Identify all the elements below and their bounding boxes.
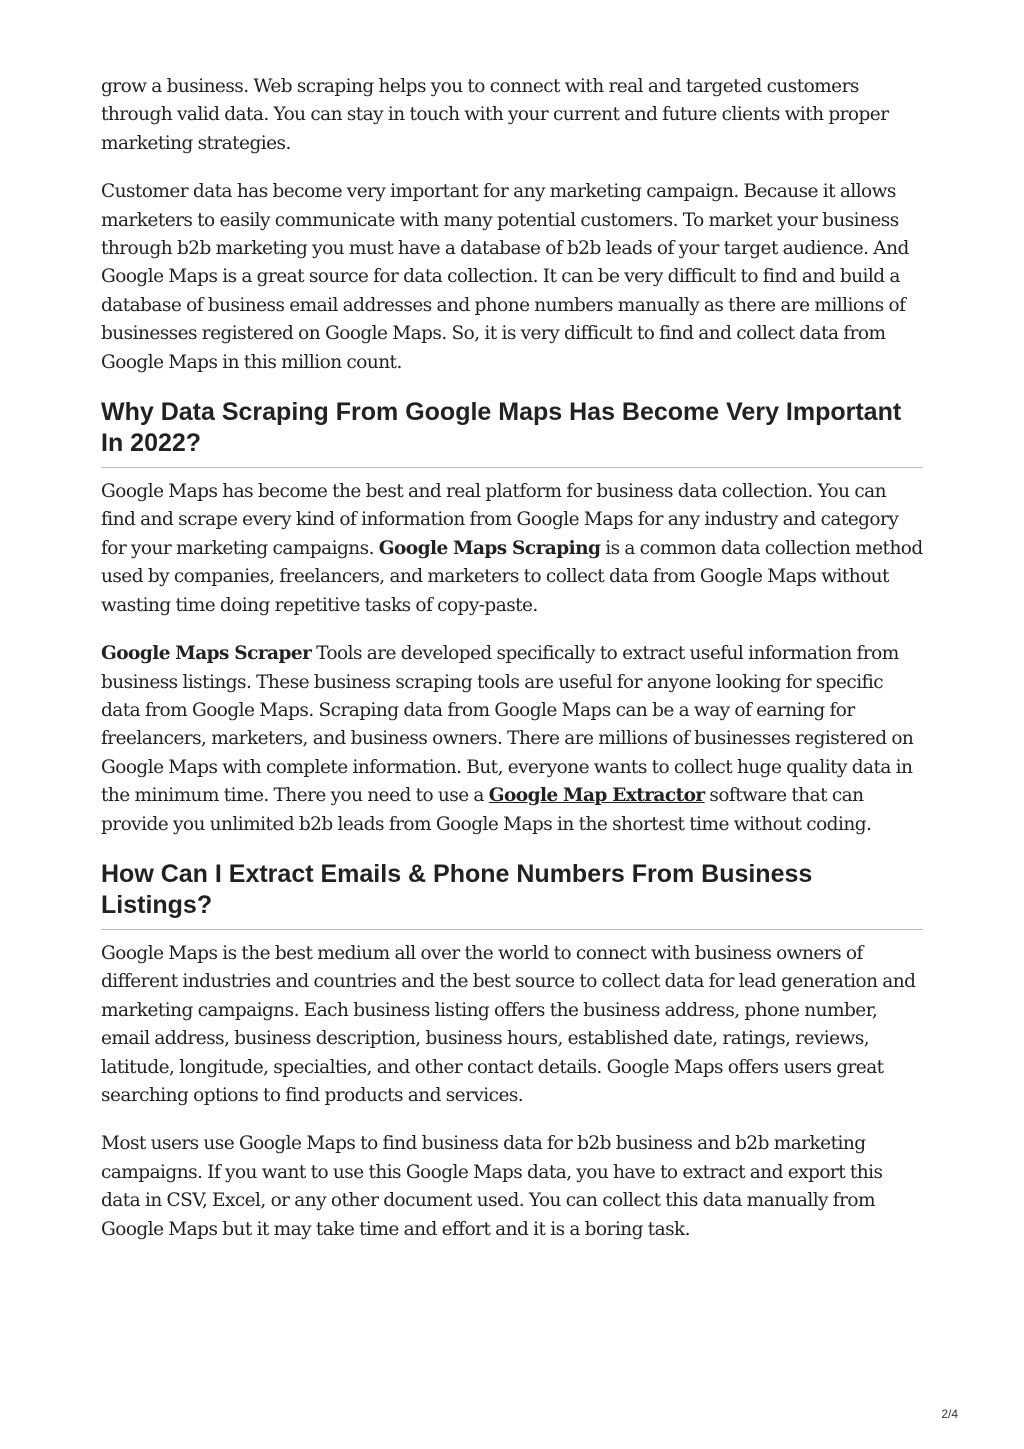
section1-paragraph-1 [101,478,923,620]
section-heading-extract-emails: How Can I Extract Emails & Phone Numbers From Business Listings? [101,859,923,930]
section2-paragraph-1: Google Maps is the best medium all over the world to connect with business owners of different industries and countries and the best source to collect data for lead generation and marketing campaigns. Each business listing offers the business address, phone number, email address, business description, business hours, established date, ratings, reviews, latitude, longitude, specialties, and other contact details. Google Maps offers users great searching options to find products and services. [101,942,916,1106]
section1-p1-text-start: Google Maps has become the best and real platform for business data collection. You can find and scrape every kind of information from Google Maps for any industry and category for your marketing campaigns. [101,481,899,559]
page-number: 2/4 [941,1407,958,1421]
section1-paragraph-2 [101,640,923,839]
section1-p1-text-end: is a common data collection method used by companies, freelancers, and marketers to collect data from Google Maps without wasting time doing repetitive tasks of copy-paste. [101,537,923,616]
google-maps-scraping-bold: Google Maps Scraping [378,537,601,559]
intro-paragraph-2: Customer data has become very important for any marketing campaign. Because it allows marketers to easily communicate with many potential customers. To market your business through b2b marketing you must have a database of b2b leads of your target audience. And Google Maps is a great source for data collection. It can be very difficult to find and build a database of business email addresses and phone numbers manually as there are millions of businesses registered on Google Maps. So, it is very difficult to find and collect data from Google Maps in this million count. [101,181,909,373]
section-heading-why-scraping: Why Data Scraping From Google Maps Has Become Very Important In 2022? [101,397,923,468]
intro-paragraph-1: grow a business. Web scraping helps you to connect with real and targeted customers through valid data. You can stay in touch with your current and future clients with proper marketing strategies. [101,76,889,154]
section2-paragraph-2: Most users use Google Maps to find business data for b2b business and b2b marketing campaigns. If you want to use this Google Maps data, you have to extract and export this data in CSV, Excel, or any other document used. You can collect this data manually from Google Maps but it may take time and effort and it is a boring task. [101,1133,883,1240]
section1-p2-text-end: software that can provide you unlimited b2b leads from Google Maps in the shortest time without coding. [101,785,872,835]
section1-p2-text-middle: Tools are developed specifically to extract useful information from business listings. These business scraping tools are useful for anyone looking for specific data from Google Maps. Scraping data from Google Maps can be a way of earning for freelancers, marketers, and business owners. There are millions of businesses registered on Google Maps with complete information. But, everyone wants to collect huge quality data in the minimum time. There you need to use a [101,643,914,807]
article-content [101,73,923,1264]
google-maps-scraper-bold: Google Maps Scraper [101,643,312,665]
google-map-extractor-link[interactable]: Google Map Extractor [488,785,705,807]
